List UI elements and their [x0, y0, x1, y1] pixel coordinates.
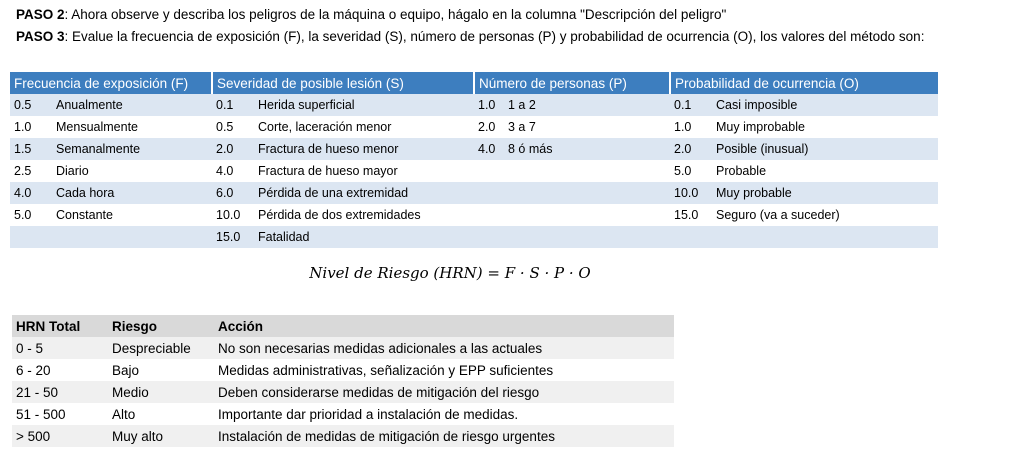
frecuencia-label: Diario — [56, 164, 89, 178]
frecuencia-label: Anualmente — [56, 98, 123, 112]
hrn-formula: Nivel de Riesgo (HRN) = F · S · P · O — [309, 264, 591, 282]
personas-value: 1.0 — [478, 98, 496, 112]
method-row — [10, 204, 938, 226]
probabilidad-value: 5.0 — [674, 164, 692, 178]
accion-cell: Medidas administrativas, señalización y EPP suficientes — [218, 362, 554, 378]
paso-3-label: PASO 3 — [16, 29, 65, 44]
hrn-total-cell: 6 - 20 — [16, 362, 51, 378]
method-row — [10, 116, 938, 138]
probabilidad-value: 15.0 — [674, 208, 699, 222]
method-row — [10, 160, 938, 182]
severidad-label: Pérdida de dos extremidades — [258, 208, 421, 222]
personas-cell — [474, 226, 670, 248]
severidad-value: 0.1 — [216, 98, 234, 112]
paso-2-text: : Ahora observe y describa los peligros de la máquina o equipo, hágalo en la columna "Descripción del peligro" — [64, 7, 727, 22]
probabilidad-value: 0.1 — [674, 98, 692, 112]
severidad-value: 10.0 — [216, 208, 241, 222]
probabilidad-label: Posible (inusual) — [716, 142, 809, 156]
probabilidad-label: Casi imposible — [716, 98, 798, 112]
header-accion: Acción — [214, 315, 674, 337]
personas-cell — [474, 160, 670, 182]
accion-cell: Instalación de medidas de mitigación de riesgo urgentes — [214, 425, 674, 447]
riesgo-cell: Medio — [108, 381, 214, 403]
frecuencia-label: Constante — [56, 208, 113, 222]
frecuencia-cell — [10, 94, 212, 116]
frecuencia-label: Cada hora — [56, 186, 115, 200]
frecuencia-cell — [10, 204, 212, 226]
severidad-cell — [212, 182, 474, 204]
frecuencia-cell — [10, 226, 212, 248]
personas-value: 4.0 — [478, 142, 496, 156]
frecuencia-value: 1.0 — [14, 120, 32, 134]
severidad-cell — [212, 160, 474, 182]
hrn-total-cell: 0 - 5 — [12, 337, 108, 359]
severidad-value: 0.5 — [216, 120, 234, 134]
header-riesgo: Riesgo — [108, 315, 214, 337]
method-header-row — [10, 72, 938, 94]
severidad-label: Fractura de hueso menor — [258, 142, 399, 156]
hrn-header-row — [12, 315, 674, 337]
severidad-cell — [212, 226, 474, 248]
hrn-row — [12, 403, 674, 425]
severidad-label: Herida superficial — [258, 98, 355, 112]
method-row — [10, 94, 938, 116]
paso-2-line — [16, 4, 924, 26]
hrn-total-cell: 51 - 500 — [16, 406, 66, 422]
personas-label: 3 a 7 — [508, 120, 536, 134]
method-row — [10, 138, 938, 160]
hrn-row — [12, 337, 674, 359]
personas-cell — [474, 138, 670, 160]
probabilidad-label: Probable — [716, 164, 767, 178]
hrn-row — [12, 425, 674, 447]
accion-cell: No son necesarias medidas adicionales a las actuales — [214, 337, 674, 359]
method-row — [10, 226, 938, 248]
hrn-row — [12, 359, 674, 381]
severidad-value: 15.0 — [216, 230, 241, 244]
probabilidad-value: 1.0 — [674, 120, 692, 134]
probabilidad-cell — [670, 160, 938, 182]
frecuencia-value: 4.0 — [14, 186, 32, 200]
severidad-label: Fractura de hueso mayor — [258, 164, 398, 178]
hrn-total-cell: > 500 — [12, 425, 108, 447]
header-personas: Número de personas (P) — [474, 72, 670, 94]
frecuencia-label: Semanalmente — [56, 142, 141, 156]
header-hrn-total: HRN Total — [12, 315, 108, 337]
probabilidad-cell — [670, 138, 938, 160]
frecuencia-value: 5.0 — [14, 208, 32, 222]
personas-value: 2.0 — [478, 120, 496, 134]
frecuencia-label: Mensualmente — [56, 120, 138, 134]
accion-cell: Deben considerarse medidas de mitigación del riesgo — [214, 381, 674, 403]
severidad-cell — [212, 204, 474, 226]
hrn-row — [12, 381, 674, 403]
frecuencia-value: 1.5 — [14, 142, 32, 156]
severidad-value: 4.0 — [216, 164, 234, 178]
probabilidad-cell — [670, 116, 938, 138]
paso-2-label: PASO 2 — [16, 7, 65, 22]
severidad-value: 6.0 — [216, 186, 234, 200]
frecuencia-cell — [10, 116, 212, 138]
severidad-label: Fatalidad — [258, 230, 310, 244]
personas-label: 8 ó más — [508, 142, 553, 156]
severidad-value: 2.0 — [216, 142, 234, 156]
severidad-cell — [212, 138, 474, 160]
probabilidad-value: 10.0 — [674, 186, 699, 200]
riesgo-cell: Muy alto — [108, 425, 214, 447]
probabilidad-label: Seguro (va a suceder) — [716, 208, 840, 222]
frecuencia-cell — [10, 182, 212, 204]
method-row — [10, 182, 938, 204]
header-severidad: Severidad de posible lesión (S) — [212, 72, 474, 94]
paso-3-line — [16, 26, 924, 48]
probabilidad-value: 2.0 — [674, 142, 692, 156]
probabilidad-cell — [670, 226, 938, 248]
hrn-table — [12, 315, 674, 447]
severidad-label: Pérdida de una extremidad — [258, 186, 409, 200]
instructions — [16, 4, 924, 48]
hrn-total-cell: 21 - 50 — [12, 381, 108, 403]
frecuencia-cell — [10, 160, 212, 182]
personas-cell — [474, 94, 670, 116]
personas-cell — [474, 204, 670, 226]
probabilidad-cell — [670, 204, 938, 226]
riesgo-cell: Bajo — [112, 362, 140, 378]
personas-label: 1 a 2 — [508, 98, 536, 112]
riesgo-cell: Despreciable — [108, 337, 214, 359]
header-probabilidad: Probabilidad de ocurrencia (O) — [670, 72, 938, 94]
frecuencia-value: 2.5 — [14, 164, 32, 178]
probabilidad-label: Muy probable — [716, 186, 792, 200]
paso-3-text: : Evalue la frecuencia de exposición (F), la severidad (S), número de personas (P) y probabilidad de ocurrencia (O), los valores del método son: — [64, 29, 925, 44]
probabilidad-cell — [670, 94, 938, 116]
severidad-label: Corte, laceración menor — [258, 120, 392, 134]
method-values-table — [10, 72, 938, 248]
personas-cell — [474, 116, 670, 138]
probabilidad-cell — [670, 182, 938, 204]
frecuencia-cell — [10, 138, 212, 160]
severidad-cell — [212, 116, 474, 138]
probabilidad-label: Muy improbable — [716, 120, 805, 134]
riesgo-cell: Alto — [112, 406, 136, 422]
header-frecuencia: Frecuencia de exposición (F) — [10, 72, 212, 94]
frecuencia-value: 0.5 — [14, 98, 32, 112]
accion-cell: Importante dar prioridad a instalación de medidas. — [218, 406, 519, 422]
severidad-cell — [212, 94, 474, 116]
personas-cell — [474, 182, 670, 204]
